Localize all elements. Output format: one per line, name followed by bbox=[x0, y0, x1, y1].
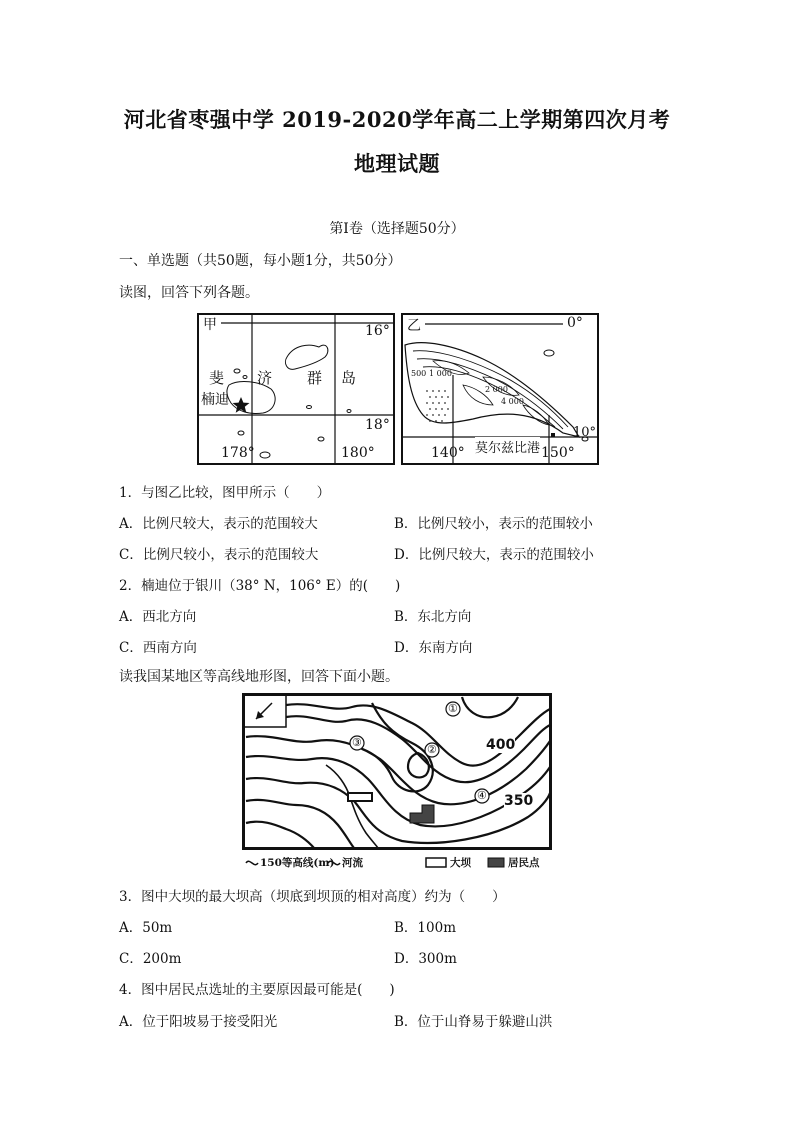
city-label: 楠迪 bbox=[201, 392, 229, 408]
legend-contour-icon bbox=[246, 861, 258, 864]
contour-label-2000: 2 000 bbox=[485, 385, 508, 394]
port-label: 莫尔兹比港 bbox=[475, 437, 540, 456]
question-1-stem: 1．与图乙比较，图甲所示（ ） bbox=[119, 485, 331, 501]
question-3-option-a: A．50m bbox=[119, 920, 173, 936]
question-3-option-b: B．100m bbox=[394, 920, 456, 936]
question-1-option-d: D．比例尺较大，表示的范围较小 bbox=[394, 547, 594, 563]
question-3-option-c: C．200m bbox=[119, 951, 182, 967]
legend-settlement-label: 居民点 bbox=[508, 857, 540, 869]
map-yi bbox=[401, 313, 599, 465]
paper-title: 河北省枣强中学 2019-2020学年高二上学期第四次月考 bbox=[123, 107, 671, 132]
map-jia-lat-bottom: 18° bbox=[365, 417, 390, 433]
map-jia bbox=[197, 313, 395, 465]
question-1-option-a: A．比例尺较大，表示的范围较大 bbox=[119, 516, 318, 532]
intro-text-2: 读我国某地区等高线地形图，回答下面小题。 bbox=[119, 669, 399, 685]
question-2-option-a: A．西北方向 bbox=[119, 609, 197, 625]
map-jia-lon-right: 180° bbox=[341, 445, 375, 461]
contour-label-500: 500 bbox=[411, 369, 427, 378]
legend-settlement-icon bbox=[488, 858, 504, 867]
question-4-option-b: B．位于山脊易于躲避山洪 bbox=[394, 1014, 553, 1030]
question-2-option-c: C．西南方向 bbox=[119, 640, 197, 656]
map-yi-lon-right: 150° bbox=[541, 445, 575, 461]
question-4-stem: 4．图中居民点选址的主要原因最可能是( ) bbox=[119, 982, 395, 998]
question-2-stem: 2．楠迪位于银川（38° N，106° E）的( ) bbox=[119, 578, 401, 594]
legend-contour-label: 150等高线(m) bbox=[260, 857, 335, 869]
volume-heading: 第Ⅰ卷（选择题50分） bbox=[329, 221, 465, 237]
intro-text-1: 读图，回答下列各题。 bbox=[119, 285, 259, 301]
marker-3: ③ bbox=[352, 736, 362, 749]
question-1-option-c: C．比例尺较小，表示的范围较大 bbox=[119, 547, 319, 563]
contour-label-1000: 1 000 bbox=[429, 369, 452, 378]
question-4-option-a: A．位于阳坡易于接受阳光 bbox=[119, 1014, 278, 1030]
contour-label-350: 350 bbox=[504, 793, 534, 809]
label-dao: 岛 bbox=[341, 369, 357, 387]
legend-river-label: 河流 bbox=[342, 857, 363, 869]
question-1-option-b: B．比例尺较小，表示的范围较小 bbox=[394, 516, 593, 532]
map-jia-tag: 甲 bbox=[203, 317, 217, 333]
question-2-option-d: D．东南方向 bbox=[394, 640, 473, 656]
map-yi-lat-bottom: 10° bbox=[573, 425, 597, 440]
question-2-option-b: B．东北方向 bbox=[394, 609, 472, 625]
part-heading: 一、单选题（共50题，每小题1分，共50分） bbox=[119, 253, 402, 269]
marker-2: ② bbox=[427, 743, 437, 756]
map-yi-lon-left: 140° bbox=[431, 445, 465, 461]
map-jia-lat-top: 16° bbox=[365, 323, 390, 339]
map-jia-lon-left: 178° bbox=[221, 445, 255, 461]
label-ji: 济 bbox=[257, 369, 273, 387]
contour-label-400: 400 bbox=[486, 737, 516, 753]
label-qun: 群 bbox=[307, 369, 323, 387]
dam-symbol bbox=[348, 793, 372, 801]
question-3-option-d: D．300m bbox=[394, 951, 457, 967]
paper-subtitle: 地理试题 bbox=[354, 151, 440, 176]
contour-label-4000: 4 000 bbox=[501, 397, 524, 406]
legend-dam-label: 大坝 bbox=[450, 857, 471, 869]
legend-dam-icon bbox=[426, 858, 446, 867]
contour-map bbox=[242, 693, 552, 869]
map-yi-tag: 乙 bbox=[407, 318, 421, 334]
port-marker-icon bbox=[551, 433, 555, 437]
map-yi-lat-top: 0° bbox=[567, 315, 583, 331]
contour-map-graphic bbox=[242, 693, 552, 869]
marker-1: ① bbox=[448, 702, 458, 715]
question-3-stem: 3．图中大坝的最大坝高（坝底到坝顶的相对高度）约为（ ） bbox=[119, 889, 506, 905]
marker-4: ④ bbox=[477, 789, 487, 802]
label-fei: 斐 bbox=[209, 369, 225, 387]
